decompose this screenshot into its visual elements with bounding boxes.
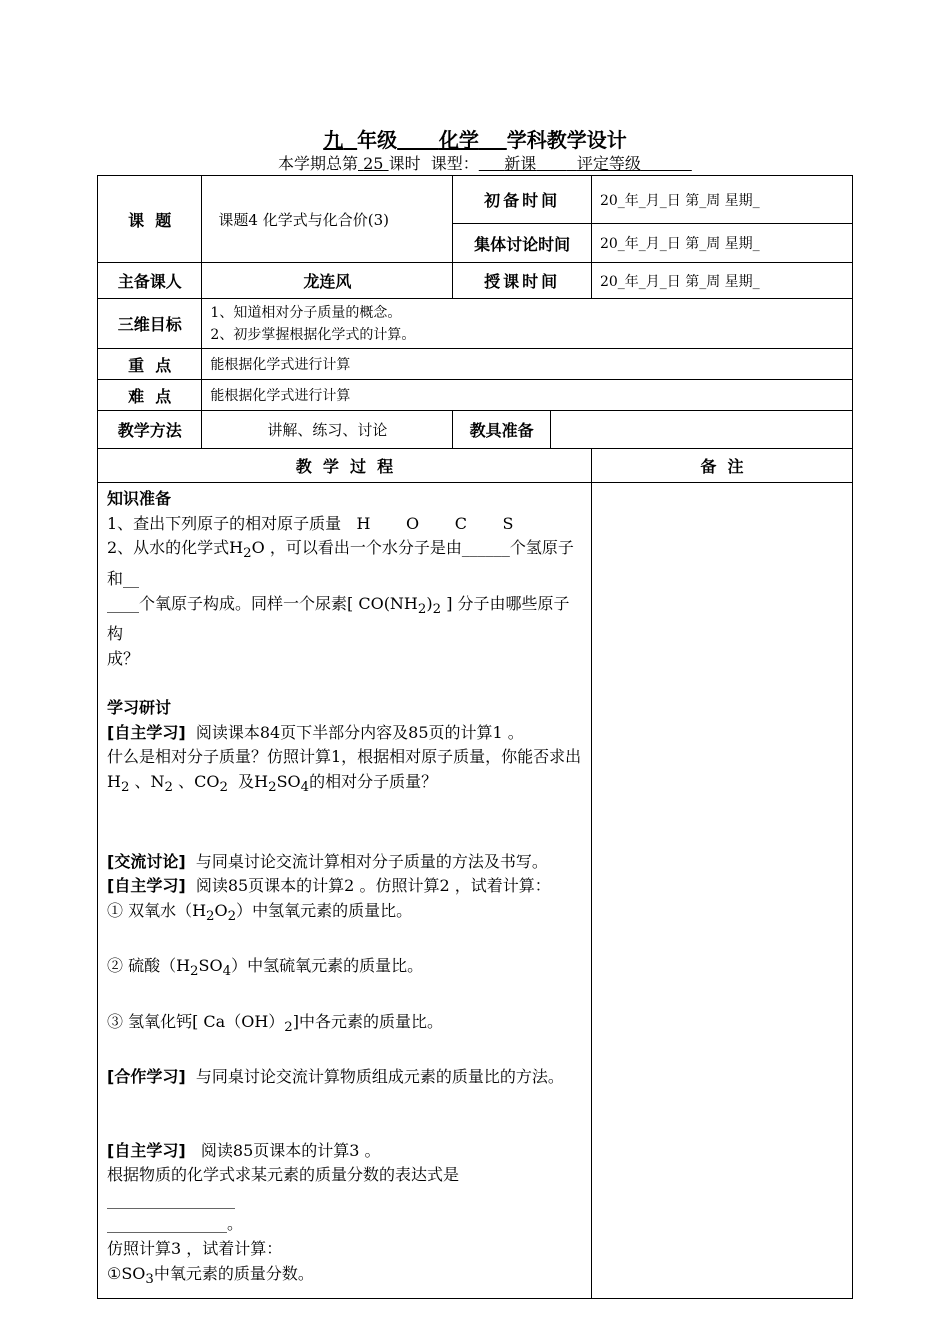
self-study-1-question: 什么是相对分子质量？仿照计算1，根据相对原子质量，你能否求出	[107, 747, 582, 767]
self-study-3-question: 根据物质的化学式求某元素的质量分数的表达式是________________	[107, 1165, 460, 1209]
lesson-unit: 课时	[388, 154, 421, 173]
self-study-1: [自主学习] 阅读课本84页下半部分内容及85页的计算1 。	[107, 722, 524, 742]
lead-teacher-label: 主备课人	[98, 263, 202, 299]
knowledge-heading: 知识准备	[107, 489, 172, 508]
tools-label: 教具准备	[453, 411, 550, 449]
goals-value	[202, 299, 853, 349]
exercise-item-1: ① 双氧水$(H_2O_2)$中氢氧元素的质量比。	[107, 900, 413, 925]
total-lesson-label: 本学期总第	[278, 154, 359, 173]
notes-content	[591, 483, 852, 1299]
study-heading: 学习研讨	[107, 698, 172, 718]
tools-value	[550, 411, 852, 449]
goals-label: 三维目标	[98, 299, 202, 349]
key-point-value: 能根据化学式进行计算	[202, 349, 853, 380]
prep-time-label: 初备时间	[453, 176, 592, 224]
self-study-1-formulas: $H_2$ 、$N_2$ 、$CO_2$ 及$H_2SO_4$的相对分子质量？	[107, 771, 438, 796]
grade-suffix: 年级	[357, 128, 398, 152]
key-point-label: 重 点	[98, 349, 202, 380]
cooperation-1: [合作学习] 与同桌讨论交流计算物质组成元素的质量比的方法。	[107, 1067, 564, 1086]
self-study-3-question-cont: _______________。	[107, 1214, 244, 1234]
self-study-3: [自主学习] 阅读85页课本的计算3 。	[107, 1140, 381, 1160]
lesson-plan-table	[97, 175, 853, 1299]
exercise-item-2: ② 硫酸$(H_2SO_4)$中氢硫氧元素的质量比。	[107, 956, 424, 980]
knowledge-item-2: 2、从水的化学式$H_2O$ ，可以看出一个水分子是由______个氢原子和__	[107, 538, 574, 588]
rating-label: 评定等级	[576, 154, 641, 173]
goal-item: 1、知道相对分子质量的概念。	[210, 304, 402, 321]
topic-value: 课题4 化学式与化合价(3)	[202, 176, 453, 263]
prep-time-value: 20_年_月_日 第_周 星期_	[591, 176, 852, 224]
knowledge-item-1: 1、查出下列原子的相对原子质量 H O C S	[107, 513, 514, 533]
process-content	[98, 483, 592, 1299]
lesson-info-line	[278, 151, 692, 174]
difficult-point-label: 难 点	[98, 380, 202, 411]
topic-label: 课 题	[98, 176, 202, 263]
lesson-type-value: 新课	[504, 154, 537, 173]
teach-time-value: 20_年_月_日 第_周 星期_	[591, 263, 852, 299]
goal-item: 2、初步掌握根据化学式的计算。	[210, 326, 416, 343]
self-study-3-instruction: 仿照计算3 ，试着计算：	[107, 1238, 283, 1258]
notes-header: 备 注	[591, 449, 852, 483]
discuss-time-label: 集体讨论时间	[453, 224, 592, 263]
method-label: 教学方法	[98, 411, 202, 449]
discuss-time-value: 20_年_月_日 第_周 星期_	[591, 224, 852, 263]
lesson-number: 25	[363, 154, 384, 173]
discussion-1: [交流讨论] 与同桌讨论交流计算相对分子质量的方法及书写。	[107, 851, 548, 871]
knowledge-item-2-end: 成？	[107, 648, 140, 668]
process-header: 教 学 过 程	[98, 449, 592, 483]
self-study-2: [自主学习] 阅读85页课本的计算2 。仿照计算2 ，试着计算：	[107, 876, 551, 896]
grade: 九	[323, 128, 344, 152]
page-title	[0, 124, 950, 153]
subject: 化学	[438, 128, 479, 152]
difficult-point-value: 能根据化学式进行计算	[202, 380, 853, 411]
exercise-item-4: $①SO_3$中氧元素的质量分数。	[107, 1263, 314, 1287]
knowledge-item-2-cont: ____个氧原子构成。同样一个尿素[ $CO(NH_2)_2$ ] 分子由哪些原子构	[107, 593, 570, 644]
method-value: 讲解、练习、讨论	[202, 411, 453, 449]
lesson-type-label: 课型：	[430, 154, 479, 173]
lead-teacher-value: 龙连风	[202, 263, 453, 299]
exercise-item-3: ③ 氢氧化钙[ $Ca(OH)_2$]中各元素的质量比。	[107, 1011, 444, 1035]
teach-time-label: 授课时间	[453, 263, 592, 299]
title-suffix: 学科教学设计	[506, 128, 627, 152]
